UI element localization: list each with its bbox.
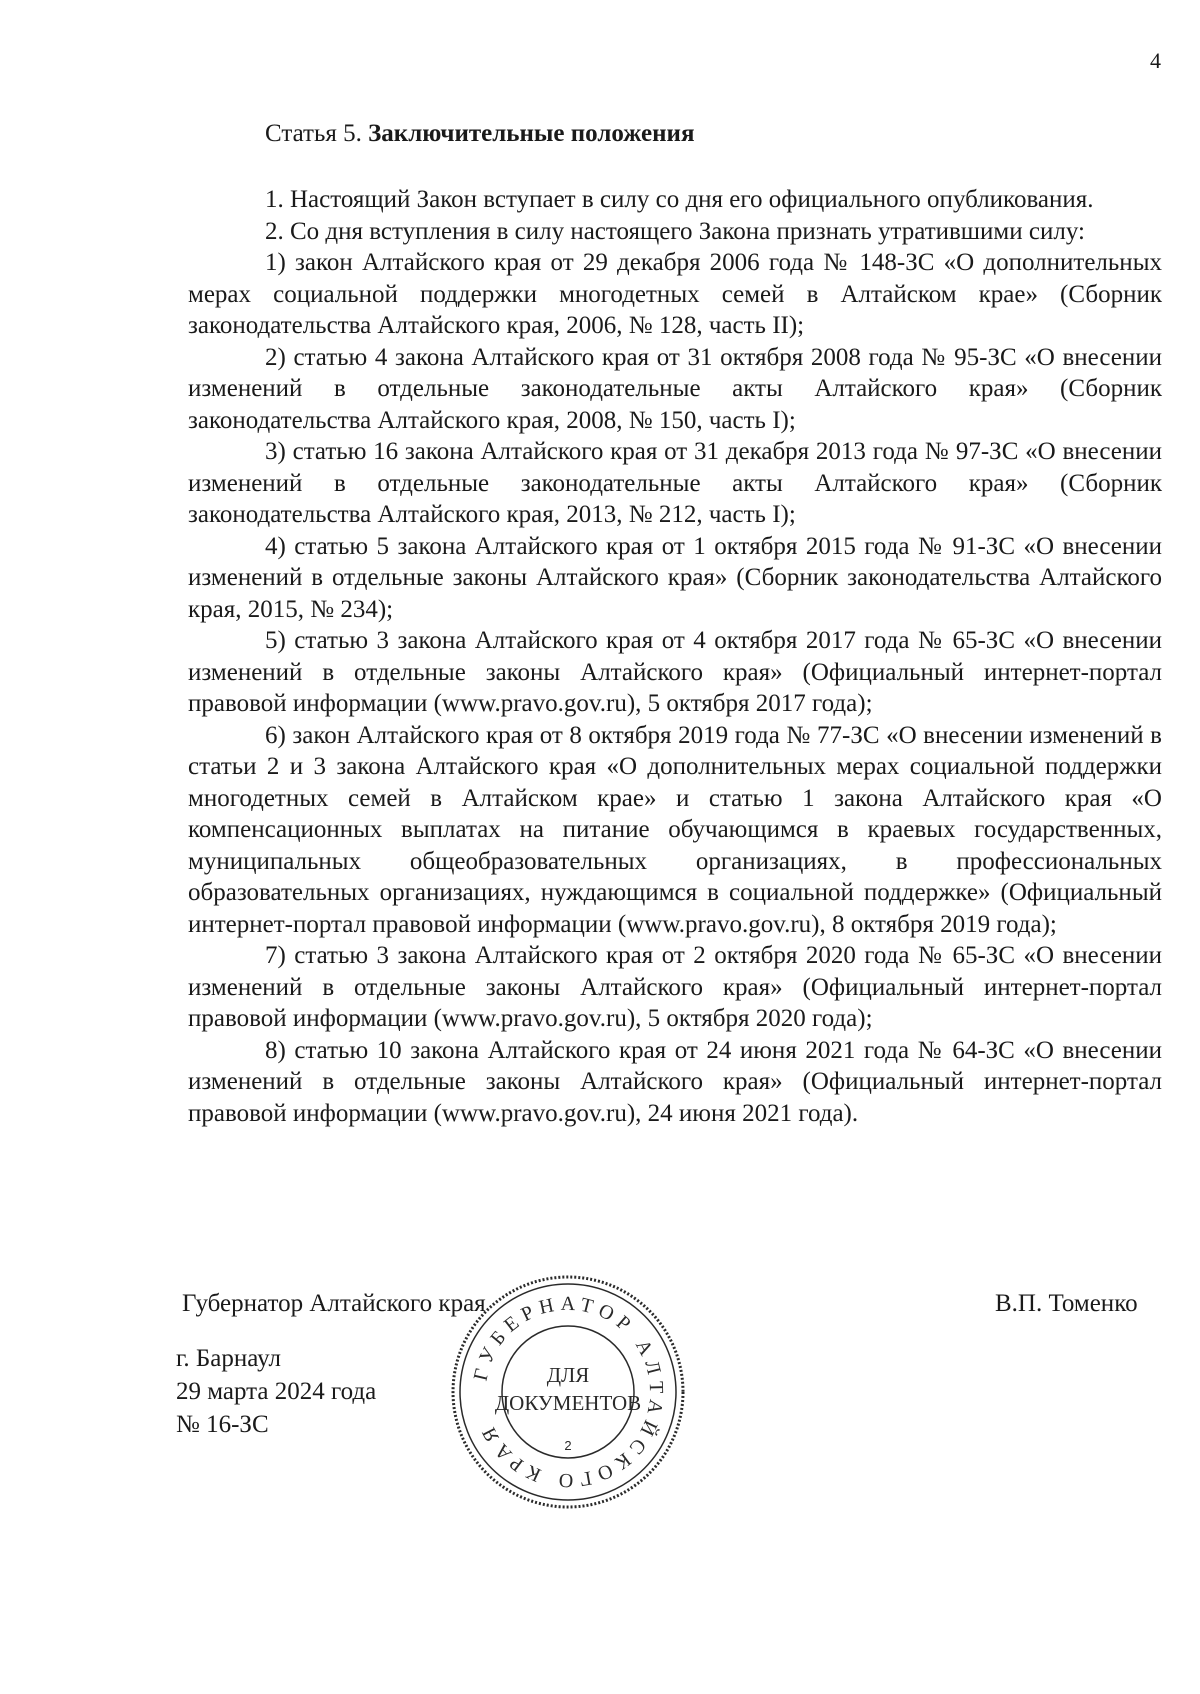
signatory-position: Губернатор Алтайского края — [182, 1290, 486, 1317]
seal-number: 2 — [564, 1438, 572, 1453]
repeal-item-2: 2) статью 4 закона Алтайского края от 31 октября 2008 года № 95-ЗС «О внесении изменений в отдельные законодательные акты Алтайского края» (Сборник законодательства Алтайского края, 2008, № 150, часть I); — [188, 343, 1162, 434]
seal-center-line2: ДОКУМЕНТОВ — [494, 1391, 642, 1415]
signing-place: г. Барнаул — [176, 1345, 281, 1372]
article-title: Заключительные положения — [368, 120, 695, 147]
signing-details — [176, 1342, 376, 1441]
repeal-item-8: 8) статью 10 закона Алтайского края от 24 июня 2021 года № 64-ЗС «О внесении изменений в отдельные законы Алтайского края» (Официальный интернет-портал правовой информации (www.pravo.gov.ru), 24 июня 2021 года). — [188, 1036, 1162, 1127]
article-prefix: Статья 5. — [265, 120, 369, 147]
law-number: № 16-ЗС — [176, 1411, 269, 1438]
official-seal — [448, 1272, 688, 1512]
repeal-item-4: 4) статью 5 закона Алтайского края от 1 октября 2015 года № 91-ЗС «О внесении изменений в отдельные законы Алтайского края» (Сборник законодательства Алтайского края, 2015, № 234); — [188, 532, 1162, 623]
page-number: 4 — [1150, 48, 1161, 73]
repeal-item-5: 5) статью 3 закона Алтайского края от 4 октября 2017 года № 65-ЗС «О внесении изменений в отдельные законы Алтайского края» (Официальный интернет-портал правовой информации (www.pravo.gov.ru), 5 октября 2017 года); — [188, 627, 1162, 717]
repeal-item-3: 3) статью 16 закона Алтайского края от 31 декабря 2013 года № 97-ЗС «О внесении изменений в отдельные законодательные акты Алтайского края» (Сборник законодательства Алтайского края, 2013, № 212, часть I); — [188, 438, 1162, 528]
paragraph-repeal-intro: 2. Со дня вступления в силу настоящего Закона признать утратившими силу: — [265, 217, 1085, 245]
article-heading — [265, 118, 695, 150]
seal-ring-textpath: ГУБЕРНАТОР АЛТАЙСКОГО КРАЯ — [469, 1292, 668, 1492]
seal-center-line1: ДЛЯ — [546, 1363, 590, 1387]
signatory-name: В.П. Томенко — [995, 1290, 1138, 1317]
article-body — [188, 184, 1162, 1129]
repeal-item-6: 6) закон Алтайского края от 8 октября 2019 года № 77-ЗС «О внесении изменений в статьи 2 и 3 закона Алтайского края «О дополнительных мерах социальной поддержки многодетных семей в Алтайском крае» и статью 1 закона Алтайского края «О компенсационных выплатах на питание обучающимся в краевых государственных, муниципальных общеобразовательных организациях, в профессиональных образовательных организациях, нуждающимся в социальной поддержке» (Официальный интернет-портал правовой информации (www.pravo.gov.ru), 8 октября 2019 года); — [188, 721, 1162, 938]
seal-stamp-icon — [448, 1272, 688, 1512]
repeal-item-7: 7) статью 3 закона Алтайского края от 2 октября 2020 года № 65-ЗС «О внесении изменений в отдельные законы Алтайского края» (Официальный интернет-портал правовой информации (www.pravo.gov.ru), 5 октября 2020 года); — [188, 942, 1162, 1032]
paragraph-effective-date: 1. Настоящий Закон вступает в силу со дня его официального опубликования. — [265, 186, 1094, 213]
signing-date: 29 марта 2024 года — [176, 1378, 377, 1405]
repeal-item-1: 1) закон Алтайского края от 29 декабря 2006 года № 148-ЗС «О дополнительных мерах социальной поддержки многодетных семей в Алтайском крае» (Сборник законодательства Алтайского края, 2006, № 128, часть II); — [188, 249, 1162, 339]
